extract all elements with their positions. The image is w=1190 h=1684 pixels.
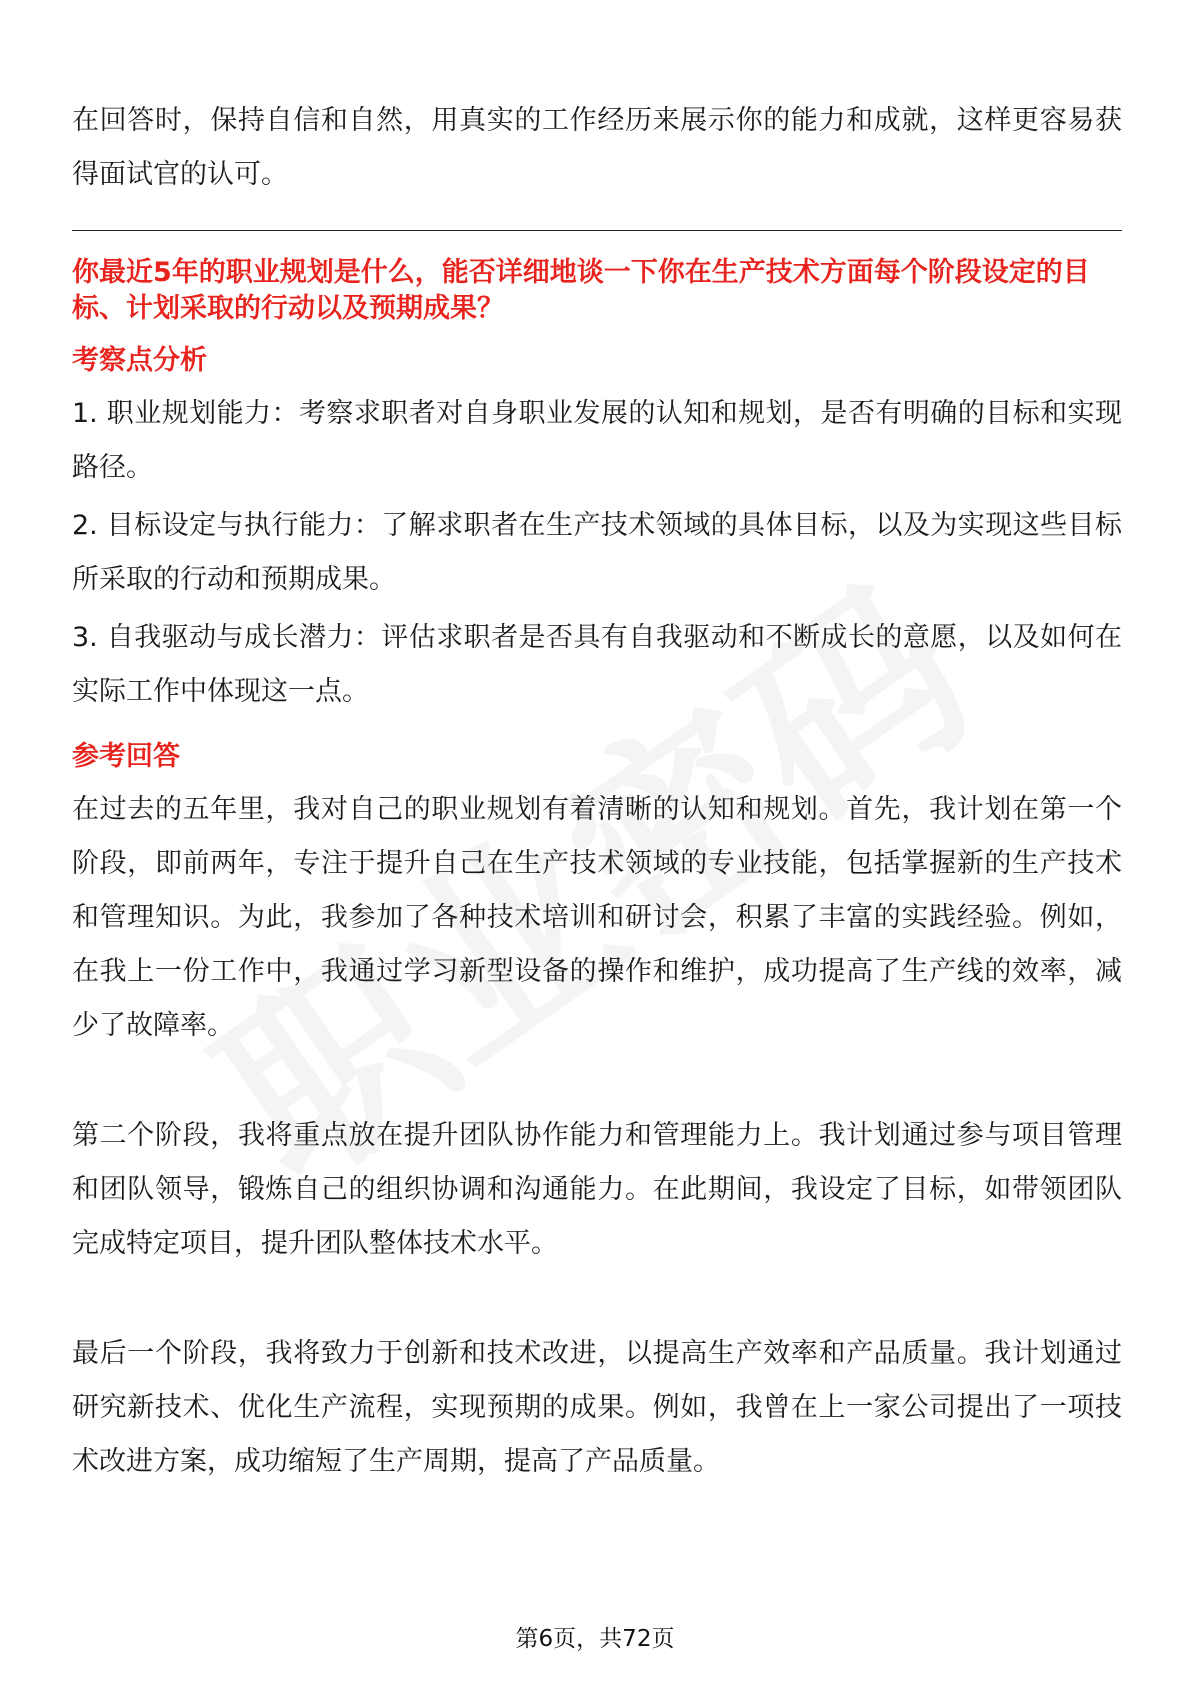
answer-paragraph: 第二个阶段，我将重点放在提升团队协作能力和管理能力上。我计划通过参与项目管理和团队领导，锻炼自己的组织协调和沟通能力。在此期间，我设定了目标，如带领团队完成特定项目，提升团队整体技术水平。 (72, 1120, 1122, 1259)
answer-paragraph: 最后一个阶段，我将致力于创新和技术改进，以提高生产效率和产品质量。我计划通过研究新技术、优化生产流程，实现预期的成果。例如，我曾在上一家公司提出了一项技术改进方案，成功缩短了生产周期，提高了产品质量。 (72, 1338, 1122, 1477)
analysis-item: 2. 目标设定与执行能力：了解求职者在生产技术领域的具体目标，以及为实现这些目标所采取的行动和预期成果。 (72, 510, 1122, 595)
question-heading: 你最近5年的职业规划是什么，能否详细地谈一下你在生产技术方面每个阶段设定的目标、计划采取的行动以及预期成果？ (72, 257, 1090, 324)
analysis-title: 考察点分析 (72, 345, 207, 376)
answer-title: 参考回答 (72, 741, 180, 772)
answer-paragraph: 在过去的五年里，我对自己的职业规划有着清晰的认知和规划。首先，我计划在第一个阶段，即前两年，专注于提升自己在生产技术领域的专业技能，包括掌握新的生产技术和管理知识。为此，我参加了各种技术培训和研讨会，积累了丰富的实践经验。例如，在我上一份工作中，我通过学习新型设备的操作和维护，成功提高了生产线的效率，减少了故障率。 (72, 794, 1122, 1041)
section-divider (72, 230, 1122, 231)
analysis-item: 3. 自我驱动与成长潜力：评估求职者是否具有自我驱动和不断成长的意愿，以及如何在实际工作中体现这一点。 (72, 622, 1122, 707)
page-number: 第6页，共72页 (515, 1626, 675, 1652)
document-page (72, 94, 1122, 1489)
analysis-item: 1. 职业规划能力：考察求职者对自身职业发展的认知和规划，是否有明确的目标和实现路径。 (72, 398, 1122, 483)
intro-paragraph: 在回答时，保持自信和自然，用真实的工作经历来展示你的能力和成就，这样更容易获得面试官的认可。 (72, 105, 1122, 190)
